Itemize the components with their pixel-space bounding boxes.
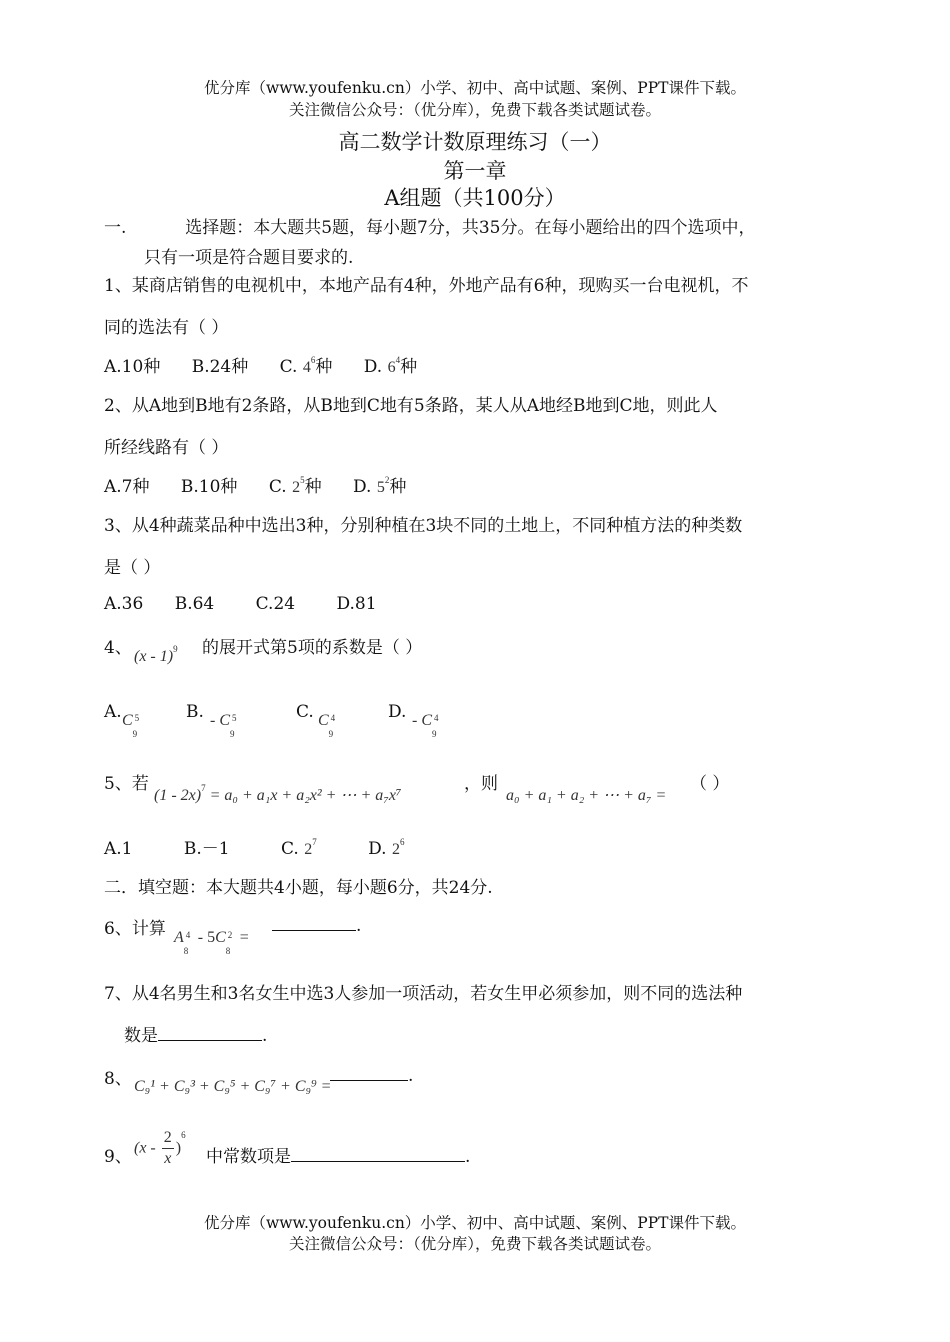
q1-stem-line1: 1、某商店销售的电视机中，本地产品有4种，外地产品有6种，现购买一台电视机，不 — [104, 276, 749, 296]
q1-options — [104, 352, 443, 377]
q3-options — [104, 594, 403, 614]
section1-heading — [104, 213, 755, 238]
q2-stem-line1: 2、从A地到B地有2条路，从B地到C地有5条路，某人从A地经B地到C地，则此人 — [104, 396, 718, 416]
section1-text2: 只有一项是符合题目要求的. — [144, 248, 354, 268]
q5-option-a: A.1 — [104, 839, 133, 859]
q4-option-a: A. — [104, 702, 122, 722]
q9-expression: (x - $\frac{2}{x}$ )$^6$ — [134, 1129, 186, 1167]
section2-heading: 二．填空题：本大题共4小题，每小题6分，共24分. — [104, 878, 493, 898]
q9-stem: 中常数项是 . — [206, 1147, 471, 1167]
q4-prefix: 4、 — [104, 638, 132, 658]
q2-option-b: B.10种 — [180, 477, 238, 497]
q4-expression: (x - 1)$^9$ — [134, 644, 178, 665]
q2-option-d: D. $5^2$种 — [352, 475, 407, 497]
q9-prefix: 9、 — [104, 1147, 132, 1167]
q3-stem-line2: 是（ ） — [104, 558, 161, 578]
q7-answer-blank[interactable] — [158, 1026, 262, 1041]
q6-prefix: 6、计算 — [104, 919, 166, 939]
q6-expression: A 4 8 - 5C 2 8 = — [174, 929, 249, 956]
q9-answer-blank[interactable] — [291, 1147, 465, 1162]
group-title: A组题（共100分） — [384, 186, 566, 210]
page-title: 高二数学计数原理练习（一） — [338, 130, 612, 154]
section1-text: 选择题：本大题共5题，每小题7分，共35分。在每小题给出的四个选项中， — [185, 218, 756, 238]
q5-paren: （ ） — [690, 774, 730, 794]
q5-option-c: C. $2^7$ — [281, 837, 317, 859]
q5-prefix: 5、若 — [104, 774, 149, 794]
q5-equation: (1 - 2x)$^7$ = a₀ + a₁x + a₂x² + ⋯ + a₇x⁷ — [154, 783, 402, 804]
q4-option-b: B. — [186, 702, 204, 722]
q1-option-a: A.10种 — [104, 357, 161, 377]
q4-option-c-value: C 4 9 — [318, 712, 336, 739]
q6-answer-blank[interactable]: . — [272, 916, 361, 936]
page-footer-line1: 优分库（www.youfenku.cn）小学、初中、高中试题、案例、PPT课件下载。 — [203, 1214, 747, 1232]
q7-stem-line1: 7、从4名男生和3名女生中选3人参加一项活动，若女生甲必须参加，则不同的选法种 — [104, 984, 743, 1004]
q1-option-d: D. $6^4$种 — [363, 355, 418, 377]
chapter-title: 第一章 — [443, 159, 507, 183]
q5-sum: a₀ + a₁ + a₂ + ⋯ + a₇ = — [506, 787, 667, 804]
q3-option-b: B.64 — [174, 594, 215, 614]
q4-option-a-value: C 5 9 — [122, 712, 140, 739]
q2-stem-line2: 所经线路有（ ） — [104, 438, 229, 458]
q2-options — [104, 472, 432, 497]
q4-option-b-value: - C 5 9 — [210, 712, 237, 739]
q5-options — [104, 834, 431, 859]
q5-then: ，则 — [464, 774, 498, 794]
q4-option-d-value: - C 4 9 — [412, 712, 439, 739]
q5-option-d: D. $2^6$ — [368, 837, 405, 859]
q7-stem-line2: 数是 . — [124, 1026, 268, 1046]
page-footer-line2: 关注微信公众号：（优分库），免费下载各类试题试卷。 — [288, 1235, 661, 1253]
q1-option-b: B.24种 — [191, 357, 249, 377]
q8-expression: C₉¹ + C₉³ + C₉⁵ + C₉⁷ + C₉⁹ = — [134, 1078, 332, 1095]
q3-option-d: D.81 — [336, 594, 377, 614]
q3-stem-line1: 3、从4种蔬菜品种中选出3种，分别种植在3块不同的土地上，不同种植方法的种类数 — [104, 516, 743, 536]
page-header-line1: 优分库（www.youfenku.cn）小学、初中、高中试题、案例、PPT课件下载。 — [203, 79, 747, 97]
q1-stem-line2: 同的选法有（ ） — [104, 318, 229, 338]
page-header-line2: 关注微信公众号：（优分库），免费下载各类试题试卷。 — [288, 101, 661, 119]
section1-number: 一. — [104, 218, 127, 238]
q5-option-b: B.－1 — [183, 839, 230, 859]
q1-option-c: C. $4^6$种 — [279, 355, 333, 377]
q3-option-c: C.24 — [255, 594, 296, 614]
q4-option-d: D. — [388, 702, 407, 722]
q3-option-a: A.36 — [104, 594, 144, 614]
q2-option-a: A.7种 — [104, 477, 150, 497]
q8-answer-blank[interactable]: . — [330, 1066, 413, 1086]
q2-option-c: C. $2^5$种 — [268, 475, 322, 497]
q4-option-c: C. — [296, 702, 314, 722]
q4-stem: 的展开式第5项的系数是（ ） — [202, 638, 423, 658]
q8-prefix: 8、 — [104, 1069, 132, 1089]
